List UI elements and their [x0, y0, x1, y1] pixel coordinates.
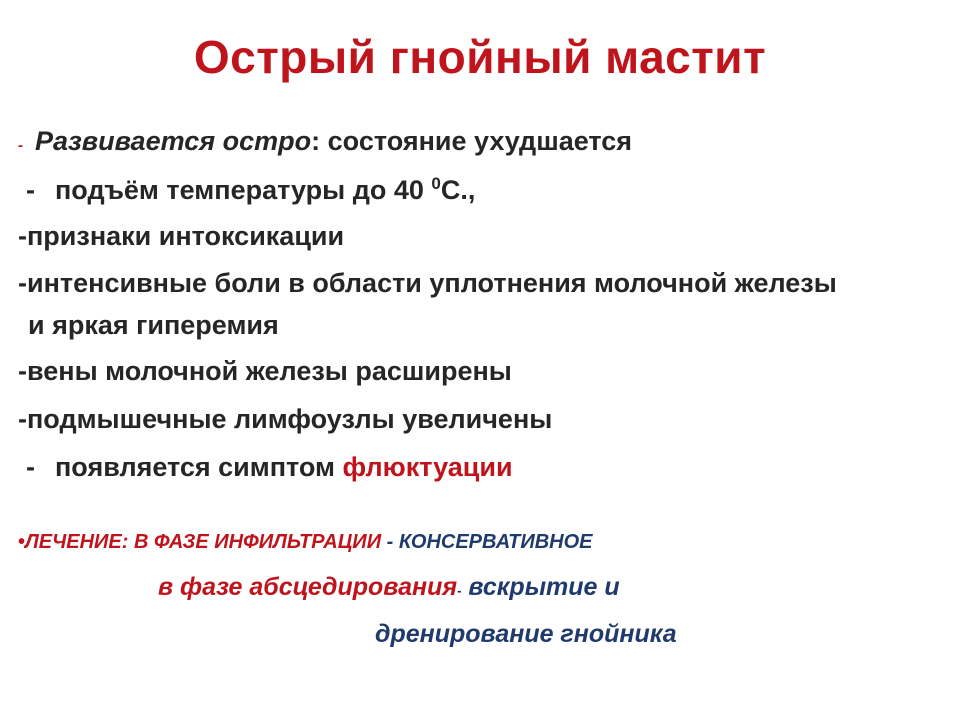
phase2-method: вскрытие и	[461, 573, 620, 601]
bullet-dash: -	[26, 452, 35, 482]
list-item-italic: Развивается остро	[35, 126, 312, 156]
treatment-phase2	[158, 573, 620, 602]
list-item	[18, 404, 552, 435]
list-item	[18, 268, 837, 299]
treatment-phase2-cont	[375, 620, 677, 649]
bullet-dash: -	[18, 404, 27, 434]
list-item	[18, 126, 632, 157]
treatment-separator: -	[381, 531, 394, 553]
superscript: 0	[431, 174, 441, 193]
phase2-method-cont: дренирование гнойника	[375, 620, 677, 648]
list-item	[18, 174, 475, 206]
bullet-dash: -	[18, 137, 23, 154]
treatment-label: ЛЕЧЕНИЕ: В ФАЗЕ ИНФИЛЬТРАЦИИ	[25, 531, 382, 553]
phase2-label: в фазе абсцедирования	[158, 573, 458, 601]
bullet-dash: -	[18, 268, 27, 298]
slide-title: Острый гнойный мастит	[193, 31, 767, 83]
list-item	[18, 356, 512, 387]
bullet-dash: -	[18, 221, 27, 251]
list-item-text: интенсивные боли в области уплотнения молочной железы	[27, 268, 837, 298]
list-item-text: и яркая гиперемия	[28, 310, 279, 340]
list-item	[18, 221, 344, 252]
list-item-continuation	[28, 310, 279, 341]
list-item-text: подмышечные лимфоузлы увеличены	[27, 404, 553, 434]
list-item	[18, 452, 513, 483]
treatment-bullet: •	[18, 531, 26, 553]
list-item-text: появляется симптом	[55, 452, 343, 482]
list-item-text: вены молочной железы расширены	[27, 356, 512, 386]
bullet-dash: -	[26, 175, 35, 205]
list-item-text-after: С.,	[440, 175, 476, 205]
treatment-line	[18, 531, 593, 554]
list-item-text: подъём температуры до 40	[55, 175, 432, 205]
highlight-term: флюктуации	[342, 452, 513, 482]
list-item-text: : состояние ухудшается	[311, 126, 633, 156]
bullet-dash: -	[18, 356, 27, 386]
phase2-separator: -	[457, 583, 462, 598]
list-item-text: признаки интоксикации	[27, 221, 345, 251]
treatment-method: КОНСЕРВАТИВНОЕ	[393, 531, 593, 553]
